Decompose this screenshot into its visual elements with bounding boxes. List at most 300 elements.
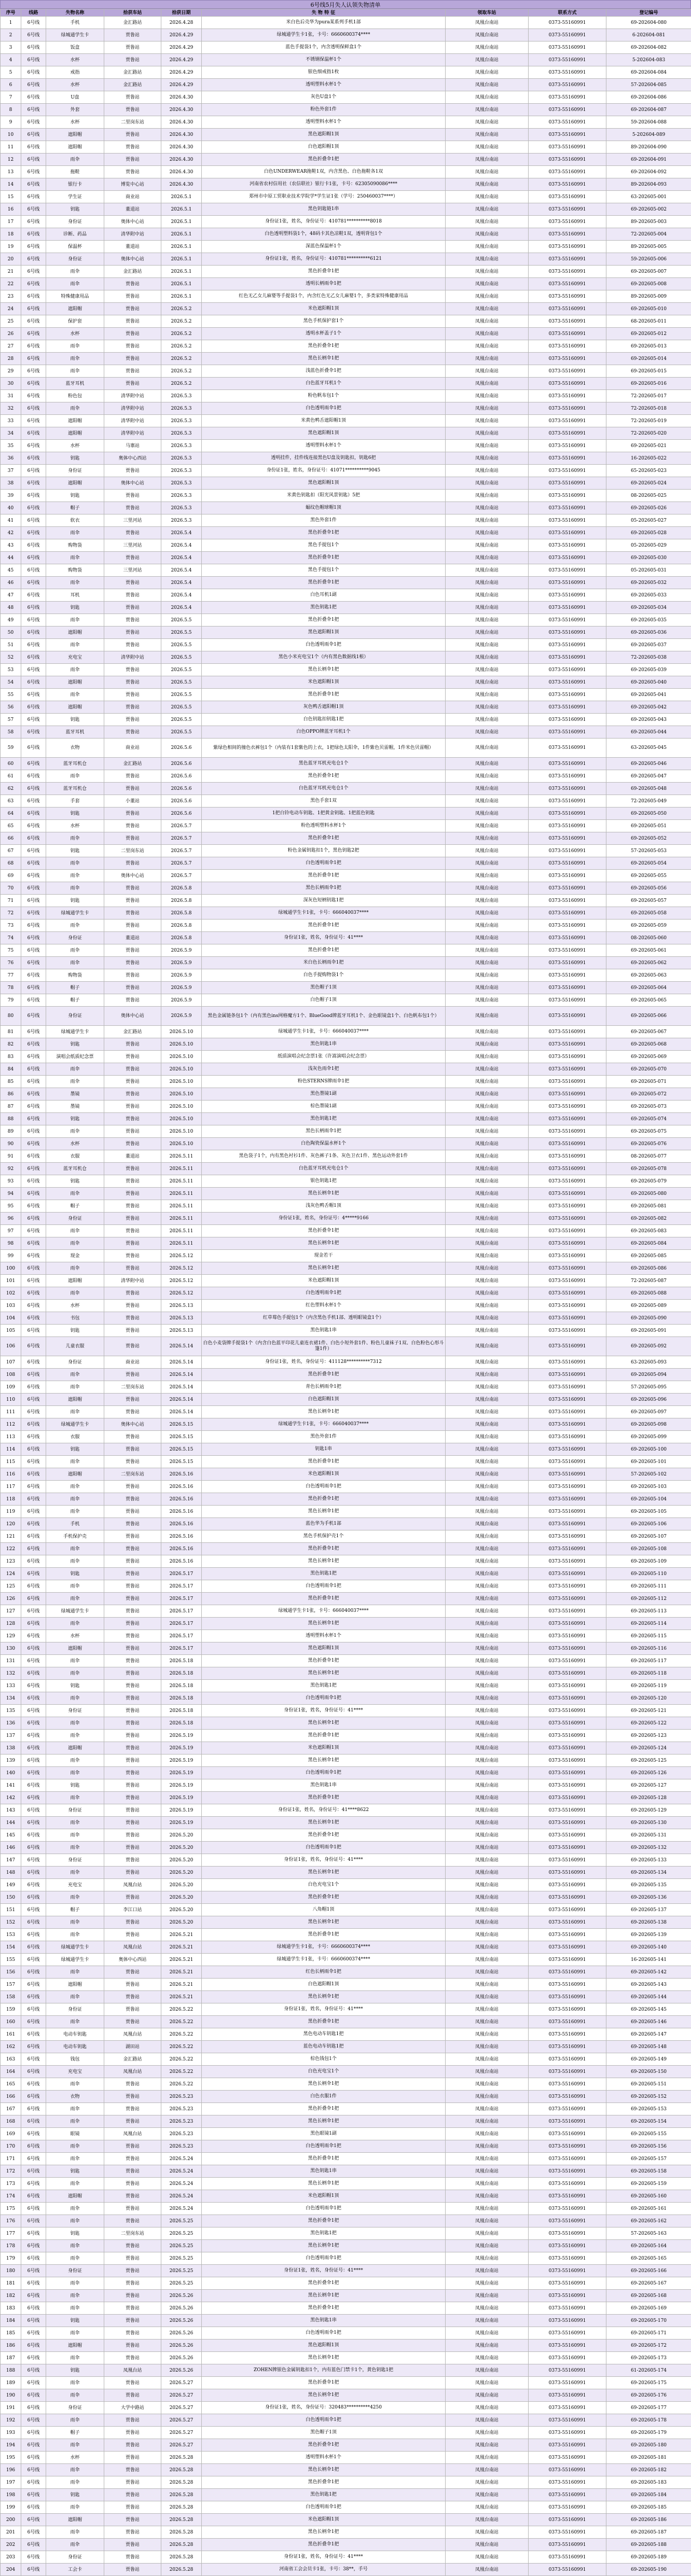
cell-found-station: 贾鲁站 — [104, 378, 161, 390]
cell-index: 125 — [1, 1580, 21, 1593]
cell-contact: 0373-55160991 — [529, 2439, 606, 2452]
cell-found-date: 2026.5.25 — [161, 2240, 202, 2252]
table-row — [1, 2414, 691, 2427]
cell-item-name: 雨伞 — [46, 1755, 104, 1767]
cell-index: 13 — [1, 166, 21, 178]
cell-found-station: 贾鲁站 — [104, 1175, 161, 1188]
table-row — [1, 1904, 691, 1916]
cell-item-name: 水杯 — [46, 1630, 104, 1642]
cell-index: 187 — [1, 2352, 21, 2364]
cell-item-name: 水杯 — [46, 1138, 104, 1150]
cell-item-name: 书包 — [46, 1312, 104, 1325]
cell-found-date: 2026.5.25 — [161, 2227, 202, 2240]
cell-description: 蓝色电动车钥匙1把 — [202, 2041, 446, 2053]
cell-found-station: 博览中心站 — [104, 178, 161, 191]
cell-found-station: 贾鲁站 — [104, 1200, 161, 1213]
cell-description: 黑色折叠伞1把 — [202, 2476, 446, 2489]
cell-item-name: 雨伞 — [46, 1667, 104, 1680]
cell-description: 黑色小米充电宝1个（内有黑色数据线1根） — [202, 651, 446, 664]
cell-found-date: 2026.5.22 — [161, 2028, 202, 2041]
cell-register-no: 69-202605-047 — [606, 770, 691, 783]
cell-claim-station: 凤凰台南站 — [446, 178, 529, 191]
cell-claim-station: 凤凰台南站 — [446, 2091, 529, 2103]
cell-register-no: 69-202605-150 — [606, 2066, 691, 2078]
table-row — [1, 944, 691, 957]
cell-found-station: 贾鲁站 — [104, 2452, 161, 2464]
cell-item-name: 绿城通学生卡 — [46, 1941, 104, 1954]
cell-index: 110 — [1, 1394, 21, 1406]
cell-contact: 0373-55160991 — [529, 639, 606, 651]
cell-register-no: 69-202605-153 — [606, 2103, 691, 2115]
cell-description: 黑色蓝牙耳机充电仓1个 — [202, 758, 446, 770]
cell-found-station: 贾鲁站 — [104, 1929, 161, 1941]
cell-contact: 0373-55160991 — [529, 1730, 606, 1742]
cell-contact: 0373-55160991 — [529, 795, 606, 807]
cell-contact: 0373-55160991 — [529, 2252, 606, 2265]
cell-description: 黑色长柄伞1把 — [202, 1916, 446, 1929]
cell-item-name: 雨伞 — [46, 2327, 104, 2340]
cell-claim-station: 凤凰台南站 — [446, 2564, 529, 2576]
cell-line: 6号线 — [21, 2364, 46, 2377]
cell-line: 6号线 — [21, 1580, 46, 1593]
table-row — [1, 452, 691, 465]
cell-item-name: 钥匙 — [46, 714, 104, 726]
cell-index: 15 — [1, 191, 21, 203]
column-header: 失 物 特 征 — [202, 9, 446, 17]
cell-description: 黑色折叠伞1把 — [202, 1225, 446, 1237]
cell-index: 199 — [1, 2501, 21, 2514]
cell-contact: 0373-55160991 — [529, 390, 606, 402]
cell-found-station: 贾鲁站 — [104, 2414, 161, 2427]
cell-found-date: 2026.5.25 — [161, 2215, 202, 2227]
cell-description: 身份证1张，姓名，身份证号：41071**********9045 — [202, 465, 446, 477]
cell-item-name: 雨伞 — [46, 1125, 104, 1138]
cell-register-no: 69-202605-080 — [606, 1188, 691, 1200]
cell-line: 6号线 — [21, 2041, 46, 2053]
cell-item-name: 保护套 — [46, 315, 104, 328]
cell-index: 131 — [1, 1655, 21, 1667]
cell-claim-station: 凤凰台南站 — [446, 2240, 529, 2252]
cell-found-date: 2026.4.29 — [161, 66, 202, 79]
table-row — [1, 2501, 691, 2514]
table-row — [1, 2526, 691, 2539]
cell-register-no: 69-202605-156 — [606, 2140, 691, 2153]
cell-register-no: 69-202605-118 — [606, 1667, 691, 1680]
cell-contact: 0373-55160991 — [529, 1088, 606, 1101]
cell-register-no: 69-202605-082 — [606, 1213, 691, 1225]
cell-found-station: 贾鲁站 — [104, 726, 161, 739]
cell-claim-station: 凤凰台南站 — [446, 2302, 529, 2315]
cell-found-date: 2026.5.3 — [161, 514, 202, 527]
cell-found-station: 贾鲁站 — [104, 577, 161, 589]
cell-item-name: 雨伞 — [46, 1891, 104, 1904]
cell-register-no: 65-202605-023 — [606, 465, 691, 477]
table-row — [1, 191, 691, 203]
cell-claim-station: 凤凰台南站 — [446, 1817, 529, 1829]
cell-description: 白色透明雨伞1把 — [202, 2501, 446, 2514]
cell-found-station: 贾鲁站 — [104, 2501, 161, 2514]
cell-found-date: 2026.5.28 — [161, 2476, 202, 2489]
cell-found-station: 贾鲁站 — [104, 1138, 161, 1150]
cell-register-no: 69-202605-161 — [606, 2203, 691, 2215]
cell-found-date: 2026.5.1 — [161, 203, 202, 216]
cell-claim-station: 凤凰台南站 — [446, 290, 529, 303]
cell-line: 6号线 — [21, 340, 46, 353]
cell-item-name: 钱包 — [46, 2053, 104, 2066]
cell-contact: 0373-55160991 — [529, 1991, 606, 2003]
cell-item-name: 钥匙 — [46, 1680, 104, 1692]
cell-index: 157 — [1, 1979, 21, 1991]
cell-claim-station: 凤凰台南站 — [446, 1779, 529, 1792]
cell-description: 河南省农村信用社（农信联社）银行卡1张，卡号：62305090086**** — [202, 178, 446, 191]
cell-found-date: 2026.5.11 — [161, 1175, 202, 1188]
table-row — [1, 415, 691, 427]
cell-register-no: 69-202605-069 — [606, 1051, 691, 1063]
cell-found-date: 2026.4.30 — [161, 178, 202, 191]
table-row — [1, 1817, 691, 1829]
cell-index: 189 — [1, 2377, 21, 2389]
cell-description: 白色透明雨伞1把 — [202, 639, 446, 651]
cell-register-no: 69-202605-098 — [606, 1418, 691, 1431]
cell-register-no: 69-202604-086 — [606, 91, 691, 104]
cell-item-name: 帽子 — [46, 994, 104, 1007]
cell-register-no: 72-202605-017 — [606, 390, 691, 402]
cell-found-station: 贾鲁站 — [104, 1792, 161, 1804]
cell-item-name: 雨伞 — [46, 2203, 104, 2215]
cell-index: 124 — [1, 1568, 21, 1580]
cell-register-no: 69-202604-080 — [606, 17, 691, 29]
cell-line: 6号线 — [21, 664, 46, 676]
cell-index: 143 — [1, 1804, 21, 1817]
cell-contact: 0373-55160991 — [529, 465, 606, 477]
cell-found-date: 2026.5.15 — [161, 1456, 202, 1468]
cell-item-name: 雨伞 — [46, 1076, 104, 1088]
table-row — [1, 1468, 691, 1481]
cell-found-station: 贾鲁站 — [104, 1692, 161, 1705]
cell-found-date: 2026.5.8 — [161, 895, 202, 907]
cell-line: 6号线 — [21, 870, 46, 882]
cell-description: 黑色折叠伞1把 — [202, 1369, 446, 1381]
cell-item-name: 身份证 — [46, 1854, 104, 1867]
cell-found-station: 贾鲁站 — [104, 2178, 161, 2190]
cell-register-no: 69-202605-037 — [606, 639, 691, 651]
cell-index: 128 — [1, 1618, 21, 1630]
table-row — [1, 1175, 691, 1188]
cell-description: 黑色折叠伞1把 — [202, 1456, 446, 1468]
cell-contact: 0373-55160991 — [529, 328, 606, 340]
cell-index: 89 — [1, 1125, 21, 1138]
cell-found-date: 2026.5.22 — [161, 2066, 202, 2078]
cell-register-no: 69-202605-039 — [606, 664, 691, 676]
cell-index: 8 — [1, 104, 21, 116]
cell-item-name: 雨伞 — [46, 857, 104, 870]
cell-line: 6号线 — [21, 1337, 46, 1356]
table-row — [1, 1667, 691, 1680]
cell-line: 6号线 — [21, 1767, 46, 1779]
cell-contact: 0373-55160991 — [529, 1163, 606, 1175]
table-row — [1, 2439, 691, 2452]
cell-line: 6号线 — [21, 2016, 46, 2028]
cell-line: 6号线 — [21, 1941, 46, 1954]
cell-description: 黑色手提包1个 — [202, 539, 446, 552]
cell-description: 黑色帽子1顶 — [202, 2427, 446, 2439]
cell-found-date: 2026.5.5 — [161, 714, 202, 726]
cell-line: 6号线 — [21, 1468, 46, 1481]
table-row — [1, 1418, 691, 1431]
cell-description: 白色OPPO牌蓝牙耳机1个 — [202, 726, 446, 739]
cell-index: 22 — [1, 278, 21, 290]
cell-found-station: 贾鲁站 — [104, 166, 161, 178]
cell-found-date: 2026.5.16 — [161, 1506, 202, 1518]
cell-register-no: 69-202605-056 — [606, 882, 691, 895]
table-row — [1, 2103, 691, 2115]
cell-index: 54 — [1, 676, 21, 689]
cell-found-station: 凤凰台站 — [104, 2066, 161, 2078]
cell-claim-station: 凤凰台南站 — [446, 1493, 529, 1506]
cell-contact: 0373-55160991 — [529, 2277, 606, 2290]
cell-line: 6号线 — [21, 415, 46, 427]
cell-found-date: 2026.5.26 — [161, 2364, 202, 2377]
cell-claim-station: 凤凰台南站 — [446, 1555, 529, 1568]
table-row — [1, 2290, 691, 2302]
cell-line: 6号线 — [21, 932, 46, 944]
table-row — [1, 2078, 691, 2091]
cell-found-date: 2026.5.12 — [161, 1262, 202, 1275]
cell-contact: 0373-55160991 — [529, 932, 606, 944]
cell-register-no: 57-202605-095 — [606, 1381, 691, 1394]
cell-claim-station: 凤凰台南站 — [446, 564, 529, 577]
cell-contact: 0373-55160991 — [529, 2215, 606, 2227]
cell-description: 黑色眼镜1副 — [202, 2128, 446, 2140]
cell-found-date: 2026.5.19 — [161, 1767, 202, 1779]
cell-item-name: 保温杯 — [46, 241, 104, 253]
cell-claim-station: 凤凰台南站 — [446, 1767, 529, 1779]
cell-found-date: 2026.5.26 — [161, 2340, 202, 2352]
cell-line: 6号线 — [21, 1954, 46, 1966]
cell-contact: 0373-55160991 — [529, 353, 606, 365]
table-row — [1, 957, 691, 969]
cell-register-no: 69-202605-062 — [606, 957, 691, 969]
cell-register-no: 69-202605-113 — [606, 1605, 691, 1618]
cell-register-no: 69-202605-129 — [606, 1804, 691, 1817]
cell-register-no: 69-202605-104 — [606, 1493, 691, 1506]
cell-register-no: 69-202605-089 — [606, 1300, 691, 1312]
table-row — [1, 2140, 691, 2153]
cell-found-station: 贾鲁站 — [104, 502, 161, 514]
table-row — [1, 1543, 691, 1555]
cell-line: 6号线 — [21, 1642, 46, 1655]
table-row — [1, 807, 691, 820]
table-row — [1, 714, 691, 726]
cell-claim-station: 凤凰台南站 — [446, 129, 529, 141]
cell-contact: 0373-55160991 — [529, 29, 606, 41]
cell-register-no: 69-202605-103 — [606, 1481, 691, 1493]
cell-item-name: 雨伞 — [46, 2352, 104, 2364]
cell-description: 白色透明雨伞1把 — [202, 1481, 446, 1493]
cell-description: 黑色折叠伞1把 — [202, 266, 446, 278]
cell-register-no: 69-202605-085 — [606, 1250, 691, 1262]
cell-found-station: 贾鲁站 — [104, 1493, 161, 1506]
cell-claim-station: 凤凰台南站 — [446, 104, 529, 116]
cell-index: 176 — [1, 2215, 21, 2227]
cell-contact: 0373-55160991 — [529, 2203, 606, 2215]
cell-index: 204 — [1, 2564, 21, 2576]
cell-found-station: 贾鲁站 — [104, 1642, 161, 1655]
cell-claim-station: 凤凰台南站 — [446, 1337, 529, 1356]
cell-item-name: 身份证 — [46, 2265, 104, 2277]
cell-index: 66 — [1, 832, 21, 845]
cell-found-station: 贾鲁站 — [104, 1250, 161, 1262]
cell-claim-station: 凤凰台南站 — [446, 378, 529, 390]
cell-index: 153 — [1, 1929, 21, 1941]
cell-found-date: 2026.4.30 — [161, 91, 202, 104]
cell-index: 30 — [1, 378, 21, 390]
cell-index: 93 — [1, 1175, 21, 1188]
cell-line: 6号线 — [21, 2340, 46, 2352]
cell-index: 102 — [1, 1287, 21, 1300]
cell-description: 米色遮阳帽1顶 — [202, 1275, 446, 1287]
cell-line: 6号线 — [21, 2203, 46, 2215]
cell-index: 177 — [1, 2227, 21, 2240]
table-row — [1, 1966, 691, 1979]
cell-claim-station: 凤凰台南站 — [446, 1842, 529, 1854]
cell-item-name: 雨伞 — [46, 1493, 104, 1506]
cell-found-date: 2026.5.22 — [161, 2016, 202, 2028]
cell-item-name: 遮阳帽 — [46, 1275, 104, 1287]
cell-item-name: 遮阳帽 — [46, 1979, 104, 1991]
cell-found-date: 2026.5.5 — [161, 689, 202, 701]
cell-line: 6号线 — [21, 1406, 46, 1418]
cell-found-station: 贾鲁站 — [104, 1088, 161, 1101]
cell-index: 203 — [1, 2551, 21, 2564]
cell-found-station: 贾鲁站 — [104, 1051, 161, 1063]
cell-index: 32 — [1, 402, 21, 415]
cell-found-station: 贾鲁站 — [104, 1605, 161, 1618]
cell-index: 121 — [1, 1530, 21, 1543]
cell-claim-station: 凤凰台南站 — [446, 614, 529, 626]
cell-found-date: 2026.5.16 — [161, 1493, 202, 1506]
cell-register-no: 69-202605-116 — [606, 1642, 691, 1655]
cell-found-station: 董道站 — [104, 1150, 161, 1163]
cell-contact: 0373-55160991 — [529, 2290, 606, 2302]
cell-claim-station: 凤凰台南站 — [446, 1530, 529, 1543]
table-row — [1, 340, 691, 353]
cell-line: 6号线 — [21, 1381, 46, 1394]
cell-found-station: 贾鲁站 — [104, 969, 161, 982]
cell-description: 身份证1张，姓名，身份证号：41****8622 — [202, 1804, 446, 1817]
cell-line: 6号线 — [21, 714, 46, 726]
table-row — [1, 1916, 691, 1929]
cell-found-date: 2026.5.7 — [161, 845, 202, 857]
cell-index: 181 — [1, 2277, 21, 2290]
cell-claim-station: 凤凰台南站 — [446, 191, 529, 203]
cell-found-date: 2026.5.3 — [161, 490, 202, 502]
cell-item-name: 遮阳帽 — [46, 701, 104, 714]
cell-found-date: 2026.5.7 — [161, 870, 202, 882]
table-row — [1, 1038, 691, 1051]
cell-item-name: 戒指 — [46, 66, 104, 79]
cell-index: 106 — [1, 1337, 21, 1356]
table-row — [1, 564, 691, 577]
cell-found-date: 2026.5.9 — [161, 957, 202, 969]
cell-claim-station: 凤凰台南站 — [446, 1394, 529, 1406]
cell-item-name: 遮阳帽 — [46, 427, 104, 440]
cell-claim-station: 凤凰台南站 — [446, 651, 529, 664]
cell-found-date: 2026.5.10 — [161, 1026, 202, 1038]
table-row — [1, 2016, 691, 2028]
cell-found-station: 贾鲁站 — [104, 857, 161, 870]
table-row — [1, 1213, 691, 1225]
cell-found-station: 商业站 — [104, 191, 161, 203]
cell-register-no: 69-202605-059 — [606, 920, 691, 932]
cell-claim-station: 凤凰台南站 — [446, 2414, 529, 2427]
cell-index: 75 — [1, 944, 21, 957]
cell-found-date: 2026.5.1 — [161, 253, 202, 266]
cell-index: 193 — [1, 2427, 21, 2439]
cell-found-station: 小董站 — [104, 795, 161, 807]
table-row — [1, 1705, 691, 1717]
cell-item-name: 遮阳帽 — [46, 477, 104, 490]
cell-register-no: 69-202605-064 — [606, 982, 691, 994]
table-row — [1, 783, 691, 795]
cell-contact: 0373-55160991 — [529, 564, 606, 577]
cell-contact: 0373-55160991 — [529, 1779, 606, 1792]
cell-contact: 0373-55160991 — [529, 41, 606, 54]
cell-index: 104 — [1, 1312, 21, 1325]
cell-description: 黑色折叠伞1把 — [202, 1593, 446, 1605]
cell-found-station: 贾鲁站 — [104, 2215, 161, 2227]
cell-claim-station: 凤凰台南站 — [446, 758, 529, 770]
cell-claim-station: 凤凰台南站 — [446, 1630, 529, 1642]
cell-description: 黑色长柄伞1把 — [202, 2526, 446, 2539]
cell-index: 202 — [1, 2539, 21, 2551]
cell-item-name: 墨镜 — [46, 1088, 104, 1101]
cell-contact: 0373-55160991 — [529, 2464, 606, 2476]
cell-index: 114 — [1, 1443, 21, 1456]
cell-item-name: 雨伞 — [46, 577, 104, 589]
cell-line: 6号线 — [21, 154, 46, 166]
cell-index: 180 — [1, 2265, 21, 2277]
cell-contact: 0373-55160991 — [529, 1381, 606, 1394]
cell-description: 黑色折叠伞1把 — [202, 689, 446, 701]
table-row — [1, 1394, 691, 1406]
cell-contact: 0373-55160991 — [529, 1150, 606, 1163]
cell-line: 6号线 — [21, 1287, 46, 1300]
cell-index: 81 — [1, 1026, 21, 1038]
cell-claim-station: 凤凰台南站 — [446, 1991, 529, 2003]
table-row — [1, 154, 691, 166]
table-row — [1, 1655, 691, 1667]
table-row — [1, 79, 691, 91]
cell-item-name: 雨伞 — [46, 2377, 104, 2389]
cell-index: 117 — [1, 1481, 21, 1493]
cell-item-name: 雨伞 — [46, 365, 104, 378]
cell-contact: 0373-55160991 — [529, 2539, 606, 2551]
cell-register-no: 69-202605-021 — [606, 440, 691, 452]
cell-claim-station: 凤凰台南站 — [446, 907, 529, 920]
cell-index: 99 — [1, 1250, 21, 1262]
cell-register-no: 69-202605-075 — [606, 1125, 691, 1138]
cell-claim-station: 凤凰台南站 — [446, 1904, 529, 1916]
cell-line: 6号线 — [21, 689, 46, 701]
cell-found-station: 贾鲁站 — [104, 1337, 161, 1356]
cell-description: 白色透明雨伞1把 — [202, 2140, 446, 2153]
cell-register-no: 69-202605-151 — [606, 2078, 691, 2091]
cell-found-station: 贾鲁站 — [104, 1767, 161, 1779]
cell-index: 62 — [1, 783, 21, 795]
cell-index: 27 — [1, 340, 21, 353]
cell-found-station: 贾鲁站 — [104, 1630, 161, 1642]
